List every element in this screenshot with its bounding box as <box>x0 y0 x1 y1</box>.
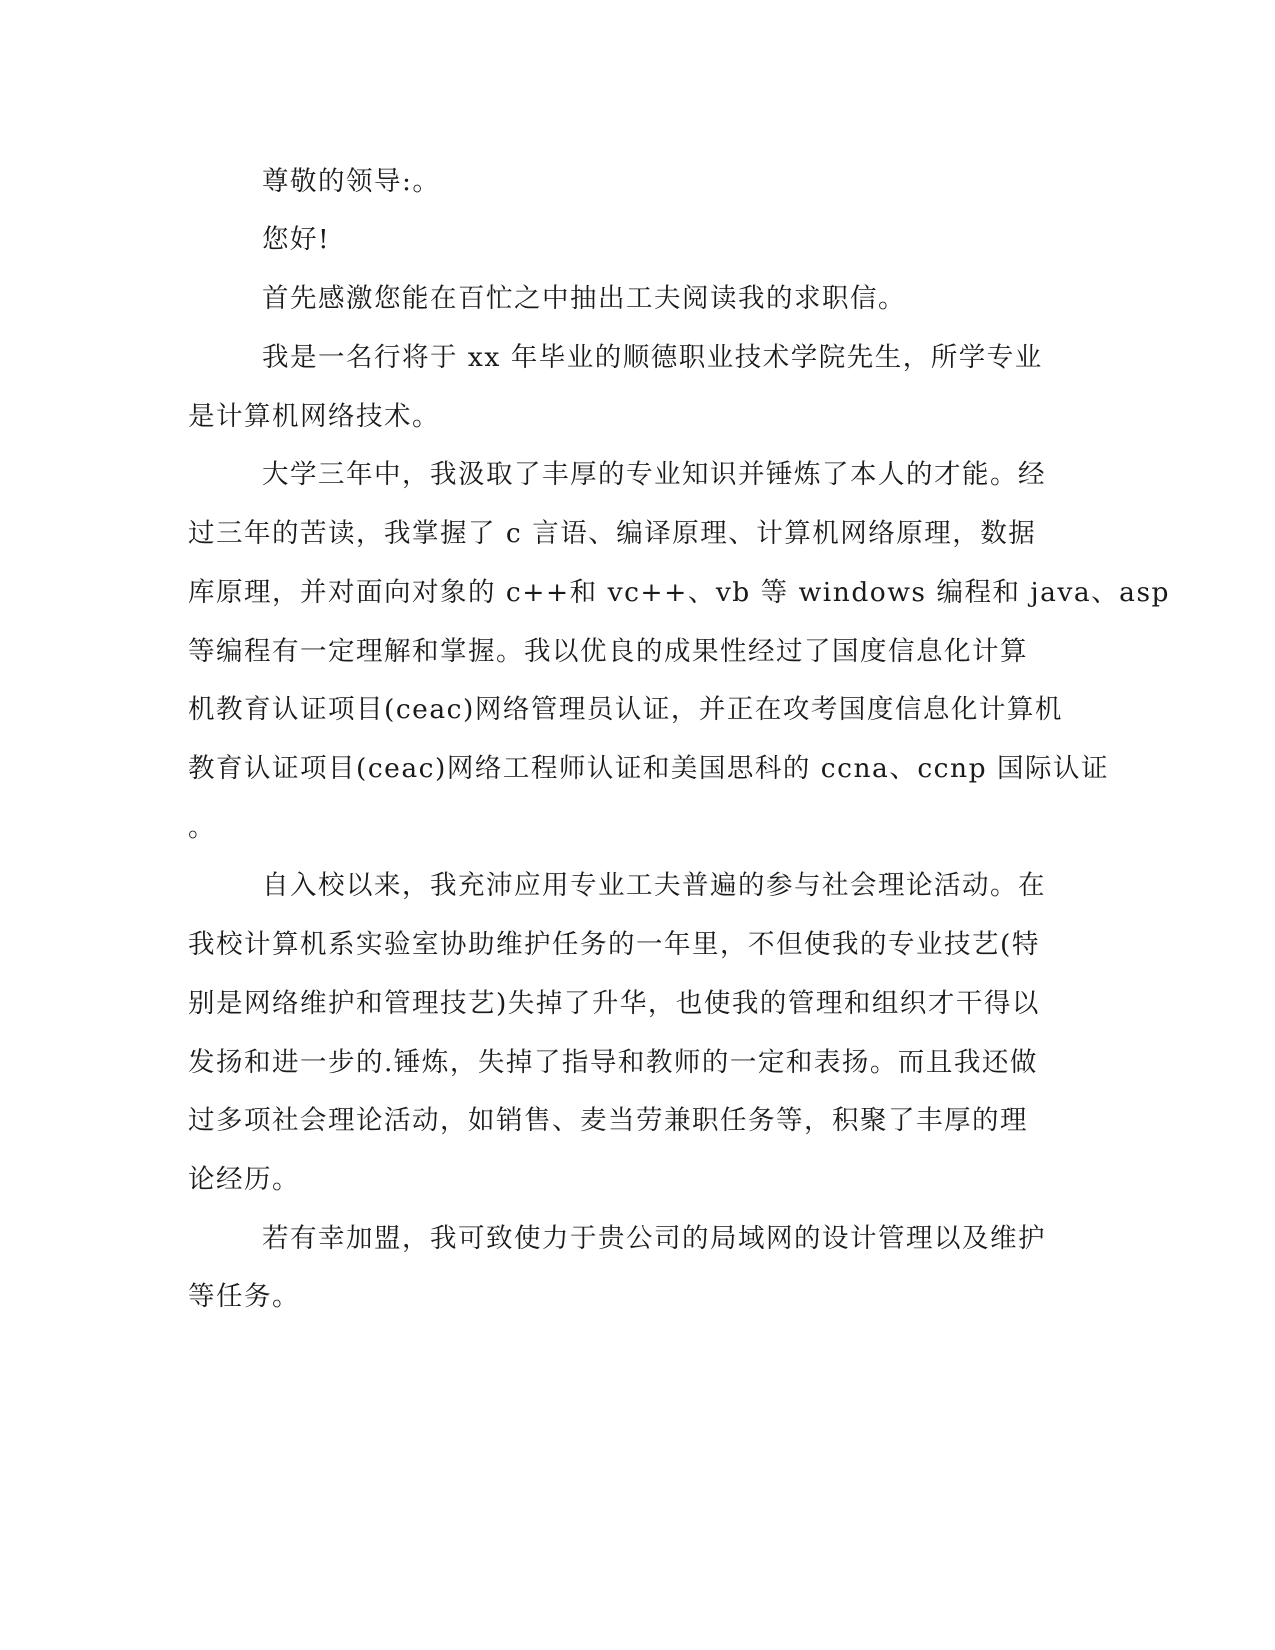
paragraph-line: 发扬和进一步的.锤炼，失掉了指导和教师的一定和表扬。而且我还做 <box>188 1047 1038 1078</box>
salutation-line: 尊敬的领导:。 <box>262 166 441 197</box>
paragraph-line: 我是一名行将于 xx 年毕业的顺德职业技术学院先生，所学专业 <box>262 342 1043 373</box>
paragraph-line: 等任务。 <box>188 1281 300 1312</box>
paragraph-line: 别是网络维护和管理技艺)失掉了升华，也使我的管理和组织才干得以 <box>188 988 1040 1019</box>
paragraph-line: 若有幸加盟，我可致使力于贵公司的局域网的设计管理以及维护 <box>262 1223 1046 1254</box>
paragraph-line: 论经历。 <box>188 1164 300 1195</box>
paragraph-line: 过多项社会理论活动，如销售、麦当劳兼职任务等，积聚了丰厚的理 <box>188 1105 1028 1136</box>
paragraph-line: 自入校以来，我充沛应用专业工夫普遍的参与社会理论活动。在 <box>262 870 1046 901</box>
paragraph-line: 。 <box>188 812 216 843</box>
paragraph-line: 我校计算机系实验室协助维护任务的一年里，不但使我的专业技艺(特 <box>188 929 1040 960</box>
paragraph-line: 等编程有一定理解和掌握。我以优良的成果性经过了国度信息化计算 <box>188 636 1028 667</box>
paragraph-line: 过三年的苦读，我掌握了 c 言语、编译原理、计算机网络原理，数据 <box>188 518 1037 549</box>
greeting-line: 您好! <box>262 224 331 255</box>
paragraph-line: 是计算机网络技术。 <box>188 401 440 432</box>
paragraph-line: 首先感激您能在百忙之中抽出工夫阅读我的求职信。 <box>262 283 906 314</box>
paragraph-line: 库原理，并对面向对象的 c++和 vc++、vb 等 windows 编程和 java、asp <box>188 577 1171 608</box>
paragraph-line: 大学三年中，我汲取了丰厚的专业知识并锤炼了本人的才能。经 <box>262 459 1046 490</box>
paragraph-line: 机教育认证项目(ceac)网络管理员认证，并正在攻考国度信息化计算机 <box>188 694 1063 725</box>
paragraph-line: 教育认证项目(ceac)网络工程师认证和美国思科的 ccna、ccnp 国际认证 <box>188 753 1109 784</box>
